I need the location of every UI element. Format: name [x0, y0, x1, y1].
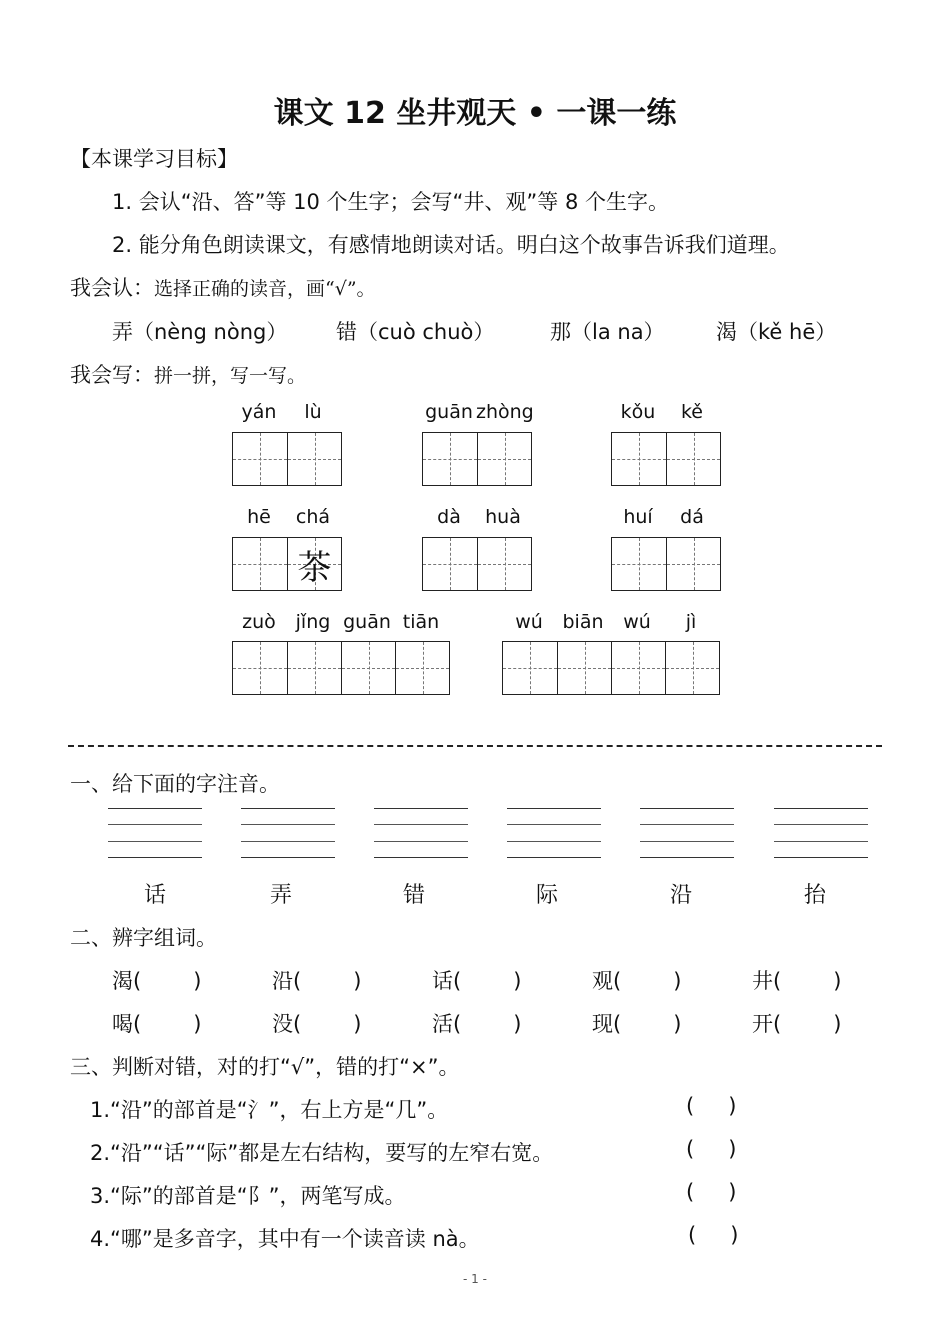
- pinyin: zhòng: [476, 401, 534, 423]
- writing-grid-guanzhong[interactable]: [422, 432, 532, 486]
- writing-cell[interactable]: [287, 433, 341, 485]
- pinyin-lines[interactable]: [241, 808, 335, 858]
- pinyin: guān: [343, 611, 391, 633]
- writing-cell[interactable]: [395, 642, 449, 694]
- writing-cell[interactable]: [287, 642, 341, 694]
- pinyin-lines[interactable]: [507, 808, 601, 858]
- annotate-char: 抬: [803, 883, 826, 908]
- judge-answer-1[interactable]: ( ): [686, 1094, 737, 1118]
- pinyin: tiān: [402, 611, 440, 633]
- writing-cell[interactable]: [477, 433, 531, 485]
- pinyin: wú: [623, 611, 651, 633]
- recognize-instruction: 选择正确的读音，画“√”。: [154, 278, 376, 300]
- pinyin: yán: [241, 401, 277, 423]
- recognize-label: 我会认：: [70, 276, 154, 300]
- judge-item-3: 3.“际”的部首是“阝”，两笔写成。: [90, 1184, 406, 1208]
- annotate-char: 错: [402, 883, 425, 908]
- goals-heading: 【本课学习目标】: [70, 147, 238, 171]
- recognize-item-4[interactable]: 渴（kě hē）: [716, 320, 837, 344]
- write-instruction: 拼一拼，写一写。: [154, 365, 307, 387]
- writing-cell[interactable]: [477, 538, 531, 590]
- recognize-item-2[interactable]: 错（cuò chuò）: [336, 320, 495, 344]
- writing-cell[interactable]: [233, 433, 287, 485]
- annotate-char: 际: [535, 883, 558, 908]
- pinyin-lines[interactable]: [374, 808, 468, 858]
- page-title: 课文 12 坐井观天 • 一课一练: [273, 96, 677, 131]
- annotate-char: 沿: [669, 883, 692, 908]
- pinyin: dà: [437, 506, 461, 528]
- pinyin-lines[interactable]: [108, 808, 202, 858]
- writing-grid-huida[interactable]: [611, 537, 721, 591]
- writing-cell[interactable]: [423, 538, 477, 590]
- writing-cell[interactable]: [612, 433, 666, 485]
- judge-item-1: 1.“沿”的部首是“氵”，右上方是“几”。: [90, 1098, 449, 1122]
- recognize-item-3[interactable]: 那（la na）: [550, 320, 665, 344]
- judge-answer-3[interactable]: ( ): [686, 1180, 737, 1204]
- word-blank[interactable]: 话( ): [432, 969, 522, 993]
- pinyin: chá: [295, 506, 331, 528]
- writing-cell[interactable]: [341, 642, 395, 694]
- recognize-section: [70, 272, 376, 302]
- write-label: 我会写：: [70, 363, 154, 387]
- writing-cell[interactable]: [612, 538, 666, 590]
- writing-grid-wubianwuji[interactable]: [502, 641, 720, 695]
- pinyin: kǒu: [620, 401, 656, 423]
- pinyin: jǐng: [295, 611, 331, 633]
- writing-grid-hecha[interactable]: [232, 537, 342, 591]
- annotate-char: 弄: [269, 883, 292, 908]
- section2-heading: 二、辨字组词。: [70, 926, 217, 950]
- goal-item-2: 2. 能分角色朗读课文，有感情地朗读对话。明白这个故事告诉我们道理。: [112, 233, 790, 257]
- pinyin: hē: [247, 506, 271, 528]
- pinyin: lù: [304, 401, 322, 423]
- pinyin: zuò: [242, 611, 276, 633]
- word-blank[interactable]: 没( ): [272, 1012, 362, 1036]
- writing-cell[interactable]: [557, 642, 611, 694]
- recognize-item-1[interactable]: 弄（nèng nòng）: [112, 320, 288, 344]
- word-blank[interactable]: 现( ): [592, 1012, 682, 1036]
- writing-cell[interactable]: [233, 538, 287, 590]
- section3-heading: 三、判断对错，对的打“√”，错的打“×”。: [70, 1055, 460, 1079]
- page-number: - 1 -: [463, 1272, 487, 1286]
- pinyin-lines[interactable]: [774, 808, 868, 858]
- writing-grid-dahua[interactable]: [422, 537, 532, 591]
- writing-grid-koukе[interactable]: [611, 432, 721, 486]
- pinyin-lines[interactable]: [640, 808, 734, 858]
- writing-grid-zuojingguantian[interactable]: [232, 641, 450, 695]
- writing-cell[interactable]: [665, 642, 719, 694]
- pinyin: biān: [562, 611, 604, 633]
- pinyin: wú: [515, 611, 543, 633]
- word-blank[interactable]: 井( ): [752, 969, 842, 993]
- writing-cell[interactable]: [666, 433, 720, 485]
- word-blank[interactable]: 沿( ): [272, 969, 362, 993]
- writing-cell[interactable]: [503, 642, 557, 694]
- writing-grid-yanlu[interactable]: [232, 432, 342, 486]
- write-section: [70, 359, 306, 389]
- pinyin: kě: [680, 401, 703, 423]
- writing-cell[interactable]: [611, 642, 665, 694]
- pinyin: huà: [485, 506, 521, 528]
- word-blank[interactable]: 活( ): [432, 1012, 522, 1036]
- writing-cell[interactable]: [233, 642, 287, 694]
- pinyin: guān: [425, 401, 473, 423]
- word-blank[interactable]: 观( ): [592, 969, 682, 993]
- goal-item-1: 1. 会认“沿、答”等 10 个生字；会写“井、观”等 8 个生字。: [112, 190, 670, 214]
- section1-heading: 一、给下面的字注音。: [70, 772, 280, 796]
- judge-item-2: 2.“沿”“话”“际”都是左右结构，要写的左窄右宽。: [90, 1141, 554, 1165]
- pinyin: dá: [680, 506, 704, 528]
- word-blank[interactable]: 渴( ): [112, 969, 202, 993]
- pinyin: jì: [685, 611, 697, 633]
- annotate-char: 话: [143, 883, 166, 908]
- judge-item-4: 4.“哪”是多音字，其中有一个读音读 nà。: [90, 1227, 480, 1251]
- section-divider: [68, 745, 882, 747]
- judge-answer-4[interactable]: ( ): [688, 1223, 739, 1247]
- pinyin: huí: [623, 506, 653, 528]
- writing-cell[interactable]: [423, 433, 477, 485]
- word-blank[interactable]: 喝( ): [112, 1012, 202, 1036]
- word-blank[interactable]: 开( ): [752, 1012, 842, 1036]
- judge-answer-2[interactable]: ( ): [686, 1137, 737, 1161]
- writing-cell-filled[interactable]: 茶: [287, 538, 341, 590]
- writing-cell[interactable]: [666, 538, 720, 590]
